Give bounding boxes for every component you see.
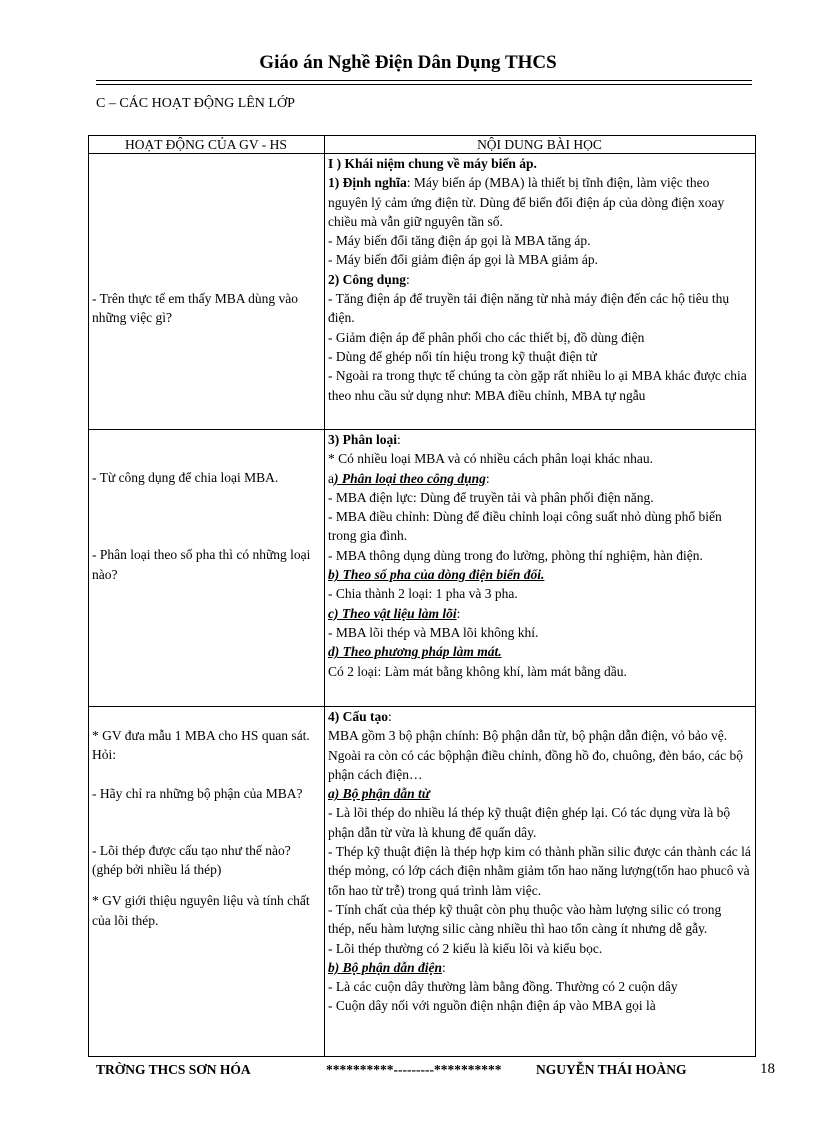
footer-author: NGUYỄN THÁI HOÀNG [536, 1062, 687, 1077]
content-cell [325, 707, 756, 1057]
content-paragraph: 1) Định nghĩa: Máy biến áp (MBA) là thiết bị tĩnh điện, làm việc theo nguyên lý cảm ứng điện từ. Dùng để biến đổi điện áp của dòng điện xoay chiều mà vẫn giữ nguyên tần số. [328, 175, 725, 229]
content-subheading: c) Theo vật liệu làm lõi: [328, 605, 461, 621]
content-cell [325, 154, 756, 430]
content-line: - Tăng điện áp để truyền tải điện năng từ nhà máy điện đến các hộ tiêu thụ điện. [328, 291, 730, 326]
content-line: - MBA lõi thép và MBA lõi không khí. [328, 624, 539, 640]
content-line: - Tính chất của thép kỹ thuật còn phụ thuộc vào hàm lượng silic có trong thép, nếu hàm lượng silic càng nhiều thì hao tổn càng ít nhưng dễ gẫy. [328, 901, 722, 937]
activity-question: - Từ công dụng để chia loại MBA. [92, 470, 279, 485]
table-row [89, 707, 756, 1057]
content-cell [325, 430, 756, 707]
content-line: - MBA thông dụng dùng trong đo lường, phòng thí nghiệm, hàn điện. [328, 547, 703, 563]
activity-cell [89, 430, 325, 707]
content-subheading: 3) Phân loại: [328, 432, 401, 447]
content-line: - Cuộn dây nối với nguồn điện nhận điện áp vào MBA gọi là [328, 998, 656, 1014]
content-line: - Máy biến đổi tăng điện áp gọi là MBA tăng áp. [328, 233, 591, 249]
lesson-table [88, 135, 756, 1057]
content-line: - Lõi thép thường có 2 kiểu là kiểu lõi và kiểu bọc. [328, 940, 603, 956]
col-activities-header: HOẠT ĐỘNG CỦA GV - HS [89, 136, 325, 154]
activity-question: * GV giới thiệu nguyên liệu và tính chất của lõi thép. [92, 893, 310, 928]
content-line: - Thép kỹ thuật điện là thép hợp kim có thành phần silic được cán thành các lá thép mỏng, có lớp cách điện nhằm giảm tổn hao năng lượng(tổn hao phucô và tổn hao từ trễ) trong quá trình làm việc. [328, 844, 751, 898]
content-subheading: 4) Cấu tạo: [328, 709, 392, 724]
content-line: - Là các cuộn dây thường làm bằng đồng. Thường có 2 cuộn dây [328, 979, 678, 995]
header-rule [96, 84, 752, 85]
content-subheading: a) Bộ phận dẫn từ [328, 786, 430, 802]
content-heading: I ) Khái niệm chung về máy biến áp. [328, 156, 537, 171]
header-rule [96, 80, 752, 81]
footer-school: TRỜNG THCS SƠN HÓA [96, 1062, 251, 1077]
content-line: * Có nhiều loại MBA và có nhiều cách phân loại khác nhau. [328, 451, 654, 467]
page-title: Giáo án Nghề Điện Dân Dụng THCS [259, 52, 557, 73]
content-subheading: d) Theo phương pháp làm mát. [328, 644, 502, 660]
content-subheading: 2) Công dụng: [328, 271, 410, 287]
section-heading: C – CÁC HOẠT ĐỘNG LÊN LỚP [96, 96, 295, 111]
content-line: - Giảm điện áp để phân phối cho các thiết bị, đồ dùng điện [328, 329, 645, 345]
table-row [89, 430, 756, 707]
page-footer [96, 1058, 786, 1080]
activity-cell [89, 154, 325, 430]
content-subheading: b) Bộ phận dẫn điện: [328, 959, 446, 975]
col-content-header: NỘI DUNG BÀI HỌC [325, 136, 756, 154]
content-line: - Máy biến đổi giảm điện áp gọi là MBA giảm áp. [328, 252, 598, 268]
content-subheading: b) Theo số pha của dòng điện biến đổi. [328, 567, 545, 583]
content-line: MBA gồm 3 bộ phận chính: Bộ phận dẫn từ, bộ phận dẫn điện, vỏ bảo vệ. Ngoài ra còn có các bộphận điều chỉnh, đồng hồ đo, chuông, đèn báo, các bộ phận cách điện… [328, 728, 743, 782]
content-line: - Chia thành 2 loại: 1 pha và 3 pha. [328, 586, 518, 602]
footer-separator: **********---------********** [326, 1062, 502, 1077]
activity-question: - Trên thực tế em thấy MBA dùng vào những việc gì? [92, 291, 299, 326]
content-line: - Ngoài ra trong thực tế chúng ta còn gặp rất nhiều lo ại MBA khác được chia theo nhu cầu sử dụng như: MBA điều chỉnh, MBA tự ngẫu [328, 368, 747, 403]
content-subheading: a) Phân loại theo công dụng: [328, 470, 490, 486]
table-row [89, 154, 756, 430]
activity-cell [89, 707, 325, 1057]
content-line: - Là lõi thép do nhiều lá thép kỹ thuật điện ghép lại. Có tác dụng vừa là bộ phận dẫn từ vừa là khung để quấn dây. [328, 805, 731, 840]
content-line: - MBA điện lực: Dùng để truyền tải và phân phối điện năng. [328, 489, 654, 505]
page-number: 18 [760, 1061, 775, 1077]
activity-question: - Hãy chỉ ra những bộ phận của MBA? [92, 785, 303, 801]
content-line: - Dùng để ghép nối tín hiệu trong kỹ thuật điện tử [328, 348, 597, 364]
content-line: - MBA điều chỉnh: Dùng để điều chỉnh loại công suất nhỏ dùng phổ biến trong gia đình. [328, 509, 722, 544]
activity-question: - Lõi thép được cấu tạo như thế nào? (ghép bởi nhiều lá thép) [92, 842, 291, 878]
content-line: Có 2 loại: Làm mát bằng không khí, làm mát bằng dầu. [328, 663, 627, 679]
activity-question: * GV đưa mẫu 1 MBA cho HS quan sát. Hỏi: [92, 728, 310, 763]
activity-question: - Phân loại theo số pha thì có những loại nào? [92, 547, 311, 582]
table-header-row [89, 136, 756, 154]
